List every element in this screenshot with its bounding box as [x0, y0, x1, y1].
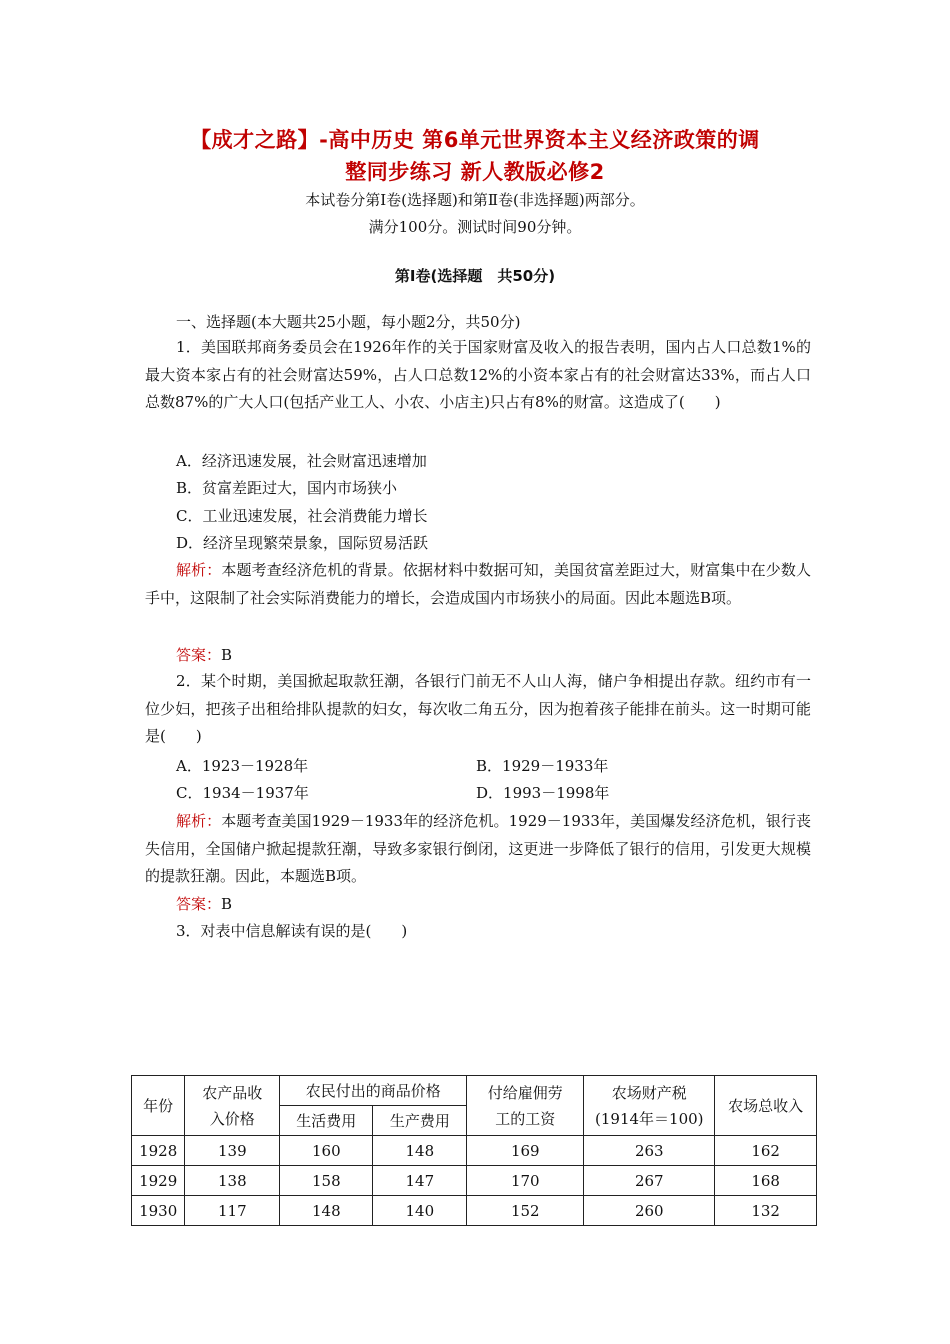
table-header-row — [132, 1076, 817, 1106]
table-cell: 139 — [185, 1136, 280, 1166]
table-cell: 168 — [715, 1166, 817, 1196]
question-2-option-d: D．1993－1998年 — [476, 784, 610, 802]
data-table — [131, 1075, 817, 1226]
table-cell: 132 — [715, 1196, 817, 1226]
answer-label: 答案： — [176, 895, 222, 913]
question-1-answer — [176, 645, 232, 665]
table-cell: 158 — [280, 1166, 373, 1196]
table-cell: 1929 — [132, 1166, 185, 1196]
analysis-label: 解析： — [176, 561, 222, 579]
table-cell: 117 — [185, 1196, 280, 1226]
question-2-answer — [176, 894, 232, 914]
header-property-tax-line-1: 农场财产税 — [611, 1083, 687, 1102]
table-row — [132, 1136, 817, 1166]
question-1-analysis — [145, 557, 811, 612]
question-1-option-c: C．工业迅速发展，社会消费能力增长 — [176, 507, 428, 525]
table-cell: 1928 — [132, 1136, 185, 1166]
header-wage — [467, 1076, 584, 1136]
header-property-tax-line-2: (1914年＝100) — [595, 1109, 704, 1128]
table-cell: 1930 — [132, 1196, 185, 1226]
table-cell: 263 — [584, 1136, 715, 1166]
question-1-option-b: B．贫富差距过大，国内市场狭小 — [176, 479, 398, 497]
table-cell: 138 — [185, 1166, 280, 1196]
question-2-option-a: A．1923－1928年 — [176, 757, 309, 775]
header-property-tax — [584, 1076, 715, 1136]
analysis-text: 本题考查美国1929－1933年的经济危机。1929－1933年，美国爆发经济危机，银行丧失信用，全国储户掀起提款狂潮，导致多家银行倒闭，这更进一步降低了银行的信用，引发更大规模的提款狂潮。因此，本题选B项。 — [145, 812, 811, 885]
header-goods-price: 农民付出的商品价格 — [280, 1076, 467, 1106]
document-title-line-1: 【成才之路】-高中历史 第6单元世界资本主义经济政策的调 — [190, 128, 760, 152]
question-3-stem: 3．对表中信息解读有误的是( ) — [176, 922, 408, 940]
header-farm-income: 农场总收入 — [715, 1076, 817, 1136]
table-row — [132, 1166, 817, 1196]
header-year: 年份 — [132, 1076, 185, 1136]
table-cell: 148 — [280, 1196, 373, 1226]
analysis-label: 解析： — [176, 812, 222, 830]
answer-label: 答案： — [176, 646, 222, 664]
header-product-price-line-2: 入价格 — [209, 1109, 255, 1128]
table-cell: 160 — [280, 1136, 373, 1166]
header-product-price-line-1: 农产品收 — [202, 1083, 263, 1102]
document-title-line-2: 整同步练习 新人教版必修2 — [345, 160, 605, 184]
question-1-option-a: A．经济迅速发展，社会财富迅速增加 — [176, 452, 427, 470]
section-heading: 第Ⅰ卷(选择题 共50分) — [394, 267, 556, 285]
table-cell: 267 — [584, 1166, 715, 1196]
question-1-option-d: D．经济呈现繁荣景象，国际贸易活跃 — [176, 534, 429, 552]
question-2-option-b: B．1929－1933年 — [476, 757, 609, 775]
question-2-analysis — [145, 808, 811, 891]
table-cell: 162 — [715, 1136, 817, 1166]
question-2-option-c: C．1934－1937年 — [176, 784, 309, 802]
answer-value: B — [221, 895, 233, 913]
question-1-stem: 1．美国联邦商务委员会在1926年作的关于国家财富及收入的报告表明，国内占人口总数1%的最大资本家占有的社会财富达59%，占人口总数12%的小资本家占有的社会财富达33%，而占人口总数87%的广大人口(包括产业工人、小农、小店主)只占有8%的财富。这造成了( ) — [145, 338, 811, 411]
header-production-cost: 生产费用 — [373, 1106, 467, 1136]
header-living-cost: 生活费用 — [280, 1106, 373, 1136]
answer-value: B — [221, 646, 233, 664]
question-2-stem: 2．某个时期，美国掀起取款狂潮，各银行门前无不人山人海，储户争相提出存款。纽约市有一位少妇，把孩子出租给排队提款的妇女，每次收二角五分，因为抱着孩子能排在前头。这一时期可能是( ) — [145, 672, 811, 745]
table-cell: 170 — [467, 1166, 584, 1196]
table-cell: 260 — [584, 1196, 715, 1226]
analysis-text: 本题考查经济危机的背景。依据材料中数据可知，美国贫富差距过大，财富集中在少数人手中，这限制了社会实际消费能力的增长，会造成国内市场狭小的局面。因此本题选B项。 — [145, 561, 811, 607]
header-wage-line-2: 工的工资 — [495, 1109, 556, 1128]
intro-line-1: 本试卷分第Ⅰ卷(选择题)和第Ⅱ卷(非选择题)两部分。 — [305, 191, 645, 209]
header-wage-line-1: 付给雇佣劳 — [487, 1083, 563, 1102]
table-cell: 147 — [373, 1166, 467, 1196]
header-product-price — [185, 1076, 280, 1136]
intro-line-2: 满分100分。测试时间90分钟。 — [368, 218, 582, 236]
table-cell: 148 — [373, 1136, 467, 1166]
section-instructions: 一、选择题(本大题共25小题，每小题2分，共50分) — [176, 313, 521, 331]
table-cell: 152 — [467, 1196, 584, 1226]
table-cell: 169 — [467, 1136, 584, 1166]
table-row — [132, 1196, 817, 1226]
table-cell: 140 — [373, 1196, 467, 1226]
